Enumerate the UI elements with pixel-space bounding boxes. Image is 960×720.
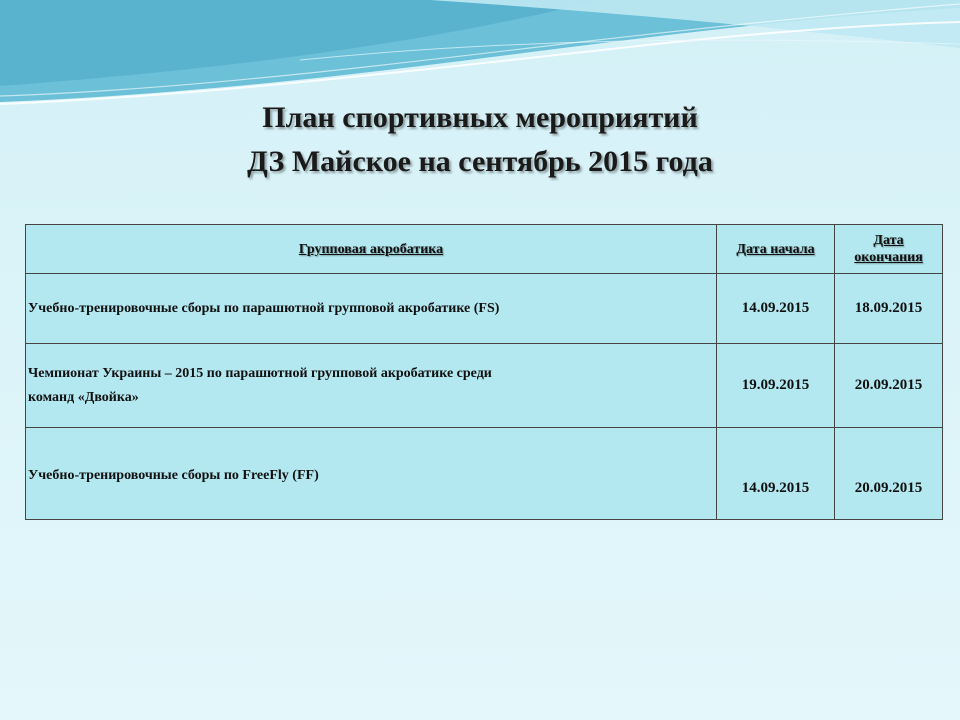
table-row <box>26 344 943 428</box>
event-description <box>26 344 717 428</box>
header-end-line-1: Дата <box>873 233 904 248</box>
header-event: Групповая акробатика <box>26 225 717 274</box>
start-date: 14.09.2015 <box>717 274 835 344</box>
table-row <box>26 274 943 344</box>
end-date: 20.09.2015 <box>835 344 943 428</box>
title-line-2: ДЗ Майское на сентябрь 2015 года <box>247 145 713 178</box>
end-date: 20.09.2015 <box>835 428 943 520</box>
start-date: 19.09.2015 <box>717 344 835 428</box>
table-row <box>26 428 943 520</box>
header-start-date: Дата начала <box>717 225 835 274</box>
slide-title <box>0 96 960 184</box>
title-line-1: План спортивных мероприятий <box>262 101 698 134</box>
table-header-row <box>26 225 943 274</box>
event-description: Учебно-тренировочные сборы по FreeFly (FF) <box>26 428 717 520</box>
event-description-line-1: Чемпионат Украины – 2015 по парашютной групповой акробатике среди <box>28 365 492 381</box>
header-end-date <box>835 225 943 274</box>
event-description-line-2: команд «Двойка» <box>28 389 139 405</box>
event-description: Учебно-тренировочные сборы по парашютной групповой акробатике (FS) <box>26 274 717 344</box>
events-table <box>25 224 943 520</box>
header-end-line-2: окончания <box>854 250 923 265</box>
end-date: 18.09.2015 <box>835 274 943 344</box>
start-date: 14.09.2015 <box>717 428 835 520</box>
